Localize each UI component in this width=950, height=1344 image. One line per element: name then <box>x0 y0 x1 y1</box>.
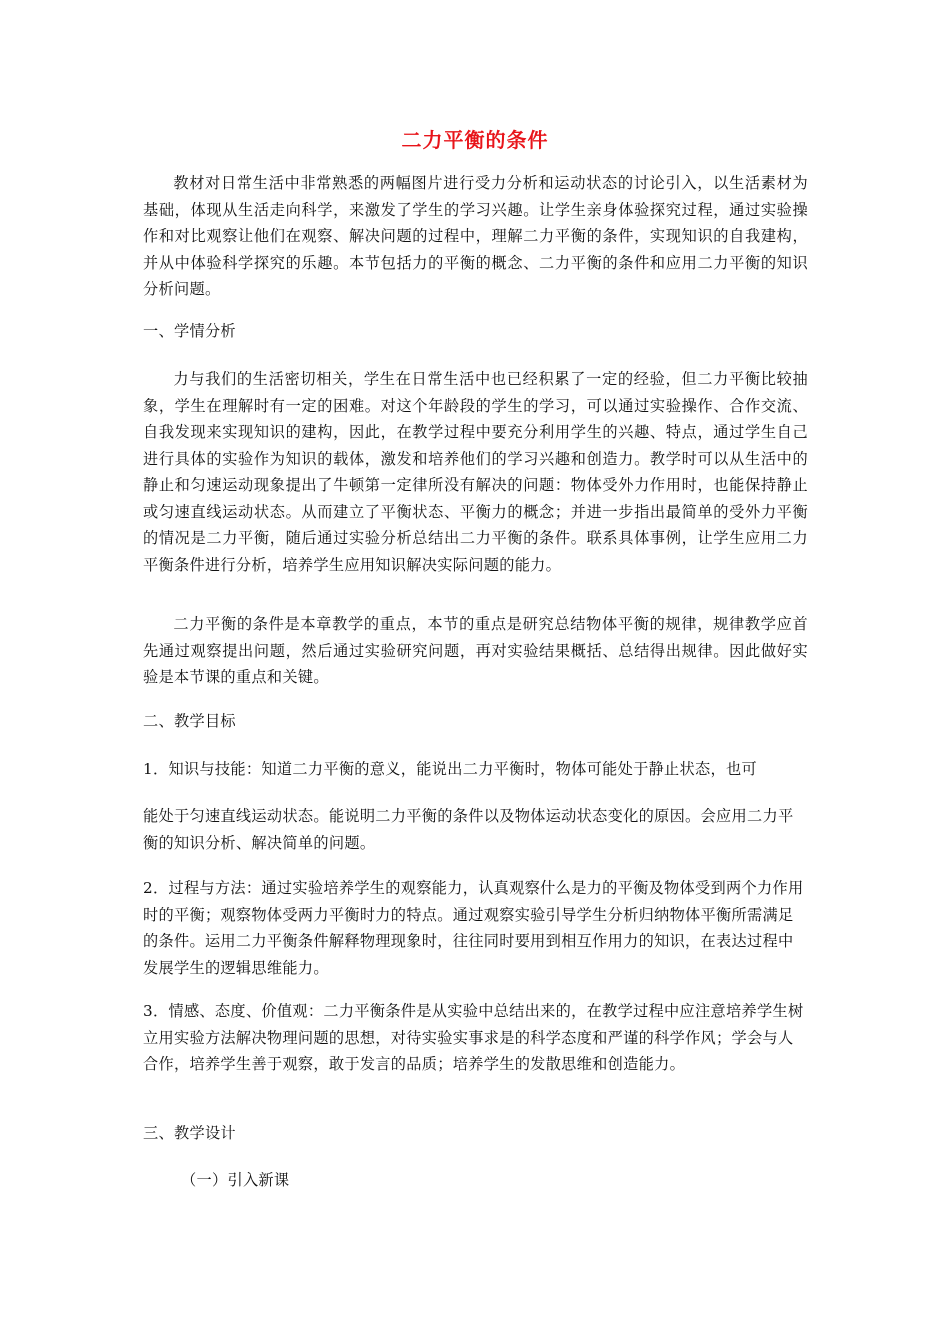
section-heading-teaching-design: 三、教学设计 <box>143 1124 236 1142</box>
learner-analysis-paragraph-2: 二力平衡的条件是本章教学的重点，本节的重点是研究总结物体平衡的规律，规律教学应首先通过观察提出问题，然后通过实验研究问题，再对实验结果概括、总结得出规律。因此做好实验是本节课的重点和关键。 <box>143 615 808 686</box>
section-heading-learner-analysis: 一、学情分析 <box>143 322 236 340</box>
learner-analysis-paragraph-1: 力与我们的生活密切相关，学生在日常生活中也已经积累了一定的经验，但二力平衡比较抽象，学生在理解时有一定的困难。对这个年龄段的学生的学习，可以通过实验操作、合作交流、自我发现来实现知识的建构，因此，在教学过程中要充分利用学生的兴趣、特点，通过学生自己进行具体的实验作为知识的载体，激发和培养他们的学习兴趣和创造力。教学时可以从生活中的静止和匀速运动现象提出了牛顿第一定律所没有解决的问题：物体受外力作用时，也能保持静止或匀速直线运动状态。从而建立了平衡状态、平衡力的概念；并进一步指出最简单的受外力平衡的情况是二力平衡，随后通过实验分析总结出二力平衡的条件。联系具体事例，让学生应用二力平衡条件进行分析，培养学生应用知识解决实际问题的能力。 <box>143 370 808 574</box>
goal-emotion-attitude: 3．情感、态度、价值观：二力平衡条件是从实验中总结出来的，在教学过程中应注意培养学生树立用实验方法解决物理问题的思想，对待实验实事求是的科学态度和严谨的科学作风；学会与人合作，培养学生善于观察，敢于发言的品质；培养学生的发散思维和创造能力。 <box>143 1002 804 1073</box>
section-heading-teaching-goals: 二、教学目标 <box>143 712 236 730</box>
subsection-heading-intro: （一）引入新课 <box>181 1171 290 1189</box>
goal-knowledge-line-2: 能处于匀速直线运动状态。能说明二力平衡的条件以及物体运动状态变化的原因。会应用二力平衡的知识分析、解决简单的问题。 <box>143 807 794 852</box>
page-title: 二力平衡的条件 <box>401 128 549 152</box>
goal-knowledge-line-1: 1．知识与技能：知道二力平衡的意义，能说出二力平衡时，物体可能处于静止状态，也可 <box>143 760 757 778</box>
goal-process-method: 2．过程与方法：通过实验培养学生的观察能力，认真观察什么是力的平衡及物体受到两个力作用时的平衡；观察物体受两力平衡时力的特点。通过观察实验引导学生分析归纳物体平衡所需满足的条件。运用二力平衡条件解释物理现象时，往往同时要用到相互作用力的知识，在表达过程中发展学生的逻辑思维能力。 <box>143 879 804 977</box>
intro-paragraph: 教材对日常生活中非常熟悉的两幅图片进行受力分析和运动状态的讨论引入，以生活素材为基础，体现从生活走向科学，来激发了学生的学习兴趣。让学生亲身体验探究过程，通过实验操作和对比观察让他们在观察、解决问题的过程中，理解二力平衡的条件，实现知识的自我建构，并从中体验科学探究的乐趣。本节包括力的平衡的概念、二力平衡的条件和应用二力平衡的知识分析问题。 <box>143 174 808 298</box>
